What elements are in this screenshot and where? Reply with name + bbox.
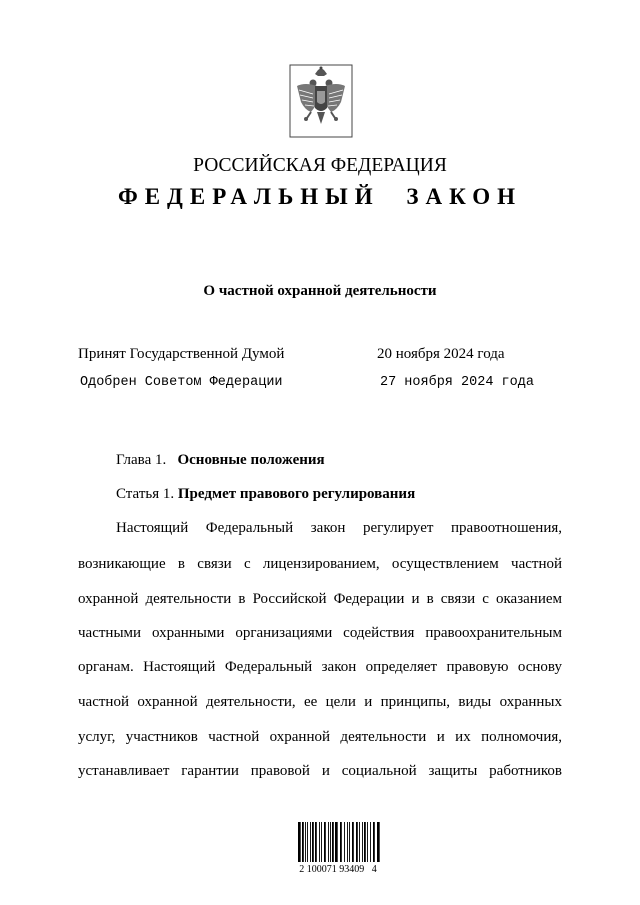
barcode-bar: [307, 822, 308, 862]
body-line: услуг, участников частной охранной деятельности и их полномочия,: [78, 729, 562, 745]
duma-adoption-label: Принят Государственной Думой: [78, 346, 285, 362]
country-heading: РОССИЙСКАЯ ФЕДЕРАЦИЯ: [193, 155, 447, 176]
barcode-number: 2 100071 93409 4: [299, 864, 377, 875]
barcode-bar: [324, 822, 326, 862]
article-heading: [116, 486, 415, 503]
barcode-bar: [367, 822, 368, 862]
barcode-bar: [340, 822, 342, 862]
barcode-bar: [362, 822, 363, 862]
council-approval-label: Одобрен Советом Федерации: [80, 375, 283, 390]
barcode-bar: [315, 822, 317, 862]
barcode-bar: [349, 822, 350, 862]
barcode-bar: [364, 822, 366, 862]
barcode-bar: [310, 822, 311, 862]
coat-of-arms-emblem: [289, 64, 353, 138]
barcode-bar: [373, 822, 375, 862]
barcode-bar: [335, 822, 338, 862]
barcode-bar: [330, 822, 331, 862]
barcode-bar: [347, 822, 348, 862]
body-line: частными охранными организациями содействия правоохранительным: [78, 625, 562, 641]
barcode-bar: [298, 822, 301, 862]
barcode-bar: [328, 822, 329, 862]
body-line: устанавливает гарантии правовой и социальной защиты работников: [78, 763, 562, 779]
barcode-bar: [344, 822, 345, 862]
barcode-bar: [377, 822, 380, 862]
barcode-bar: [305, 822, 306, 862]
law-title: О частной охранной деятельности: [203, 283, 437, 299]
law-type-heading: ФЕДЕРАЛЬНЫЙ ЗАКОН: [117, 184, 523, 209]
barcode-bar: [312, 822, 314, 862]
barcode-bar: [302, 822, 304, 862]
barcode-bar: [352, 822, 354, 862]
body-line: охранной деятельности в Российской Федерации и в связи с оказанием: [78, 591, 562, 607]
barcode-bar: [321, 822, 322, 862]
article-title: Предмет правового регулирования: [177, 486, 416, 502]
council-approval-date: 27 ноября 2024 года: [380, 375, 534, 390]
chapter-heading: [116, 452, 325, 469]
chapter-title: Основные положения: [177, 452, 325, 468]
body-line: органам. Настоящий Федеральный закон определяет правовую основу: [78, 659, 562, 675]
barcode-bar: [319, 822, 320, 862]
barcode-bar: [370, 822, 371, 862]
barcode-bar: [359, 822, 360, 862]
document-barcode: [296, 822, 380, 862]
article-prefix: Статья 1.: [116, 486, 175, 502]
chapter-prefix: Глава 1.: [116, 452, 167, 468]
duma-adoption-date: 20 ноября 2024 года: [377, 346, 505, 362]
body-line: возникающие в связи с лицензированием, осуществлением частной: [78, 556, 562, 572]
barcode-bar: [332, 822, 334, 862]
body-line: частной охранной деятельности, ее цели и принципы, виды охранных: [78, 694, 562, 710]
body-line: Настоящий Федеральный закон регулирует правоотношения,: [116, 520, 562, 536]
barcode-bar: [356, 822, 358, 862]
